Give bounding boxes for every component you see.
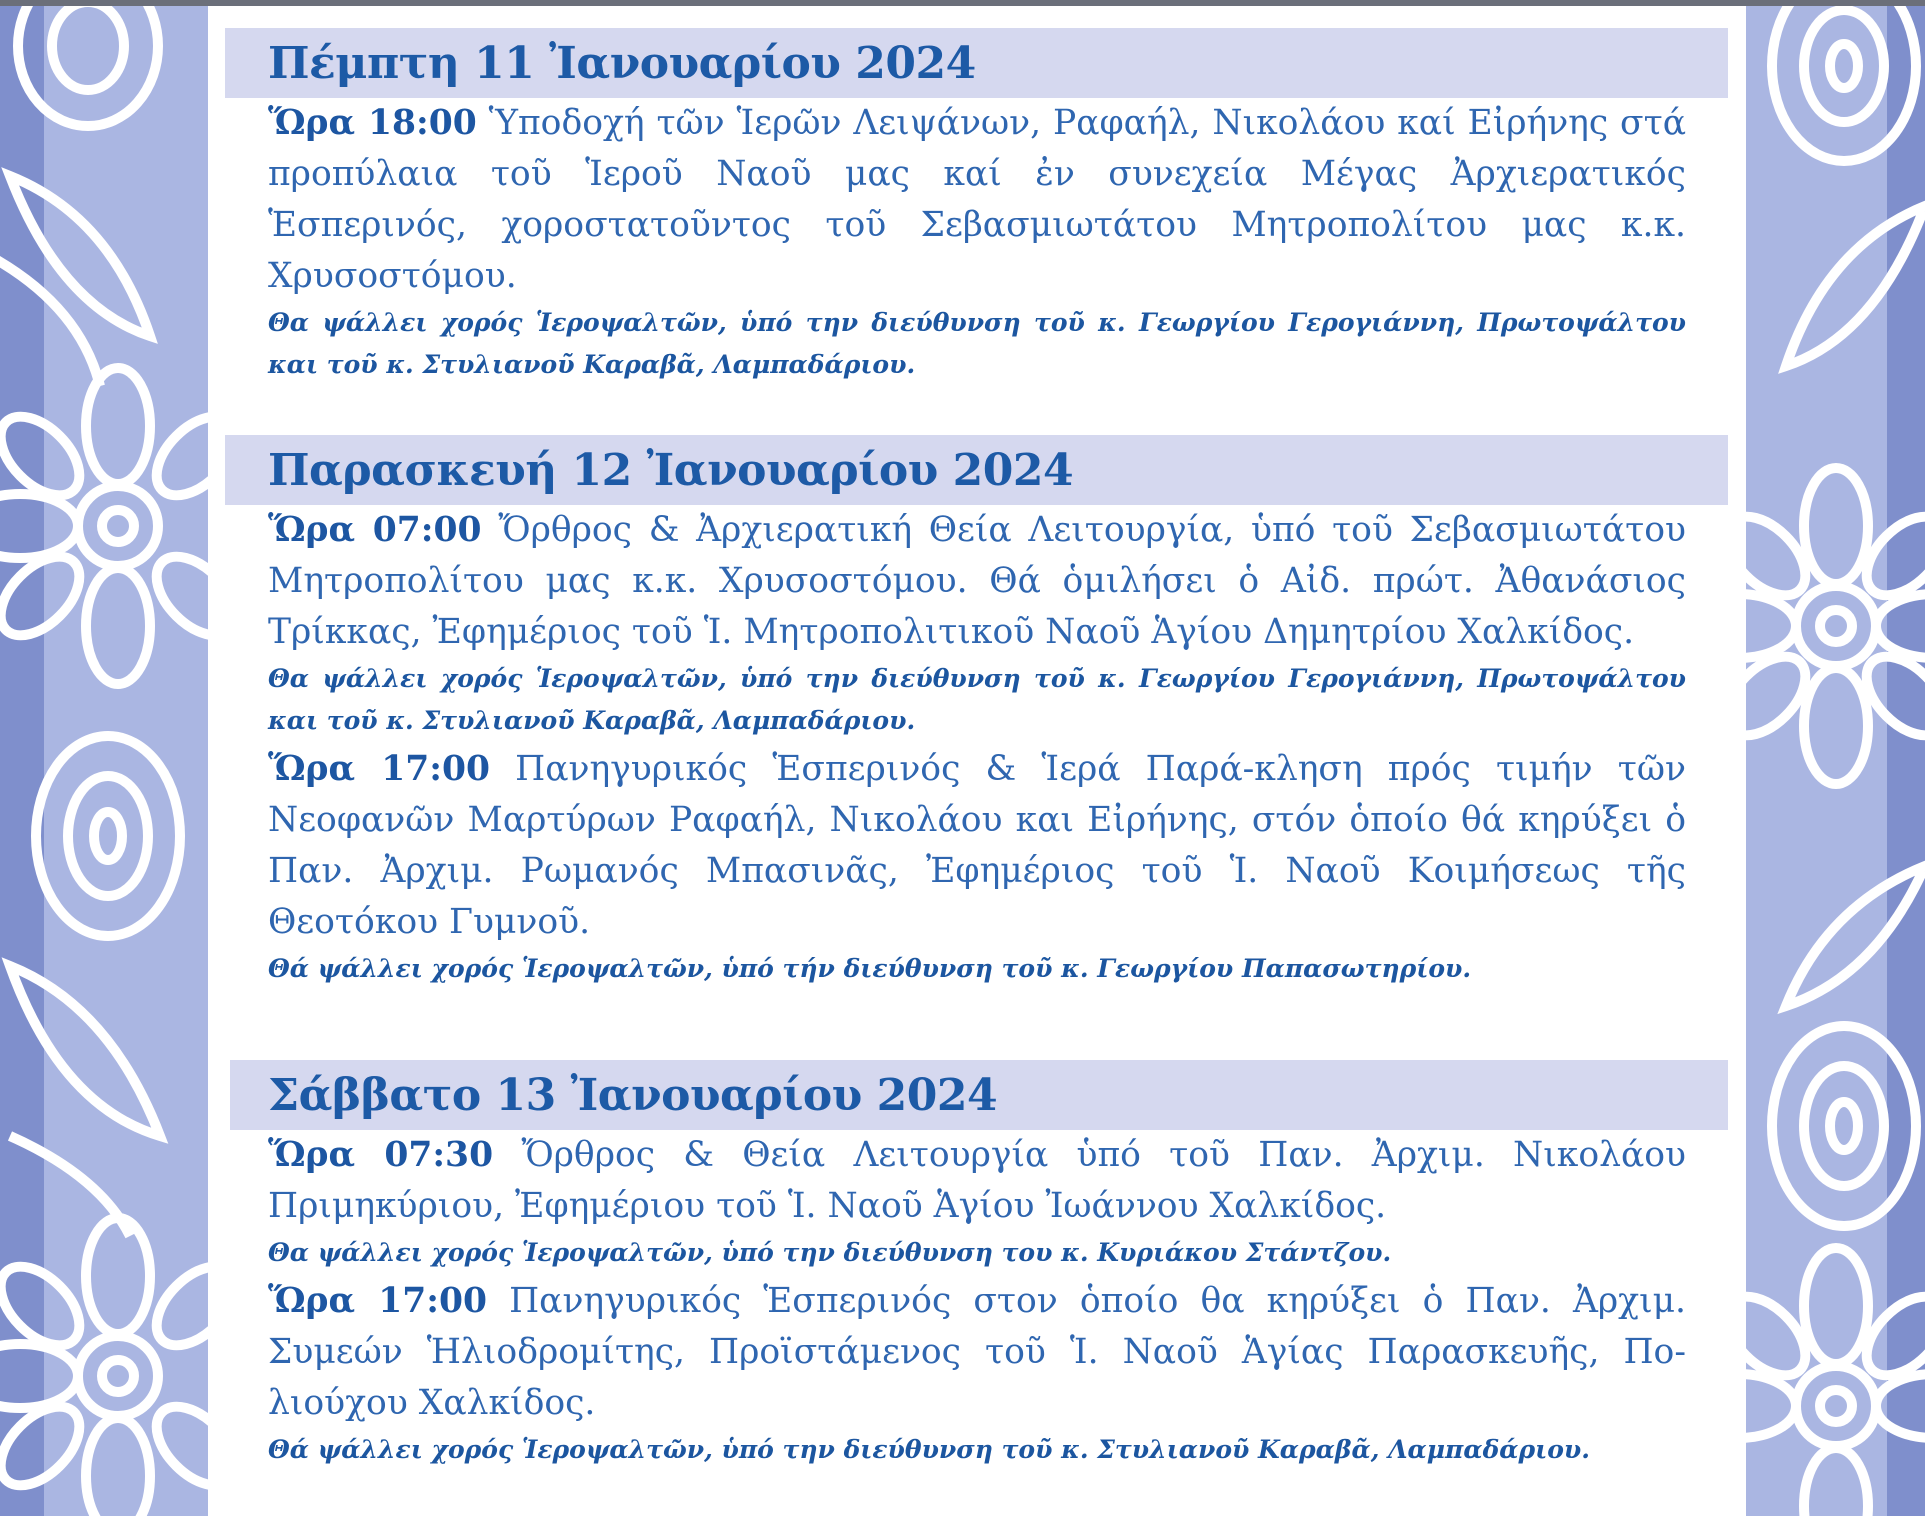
ornament-pattern-right [1746,6,1925,1516]
choir-note: Θά ψάλλει χορός Ἱεροψαλτῶν, ὑπό τήν διεύθυνση τοῦ κ. Γεωργίου Παπασωτηρίου. [268,954,1472,983]
event-paragraph [268,1276,1686,1429]
day-body [268,1130,1686,1471]
day-body [268,98,1686,386]
left-decorative-border [0,6,208,1516]
choir-note: Θα ψάλλει χορός Ἱεροψαλτῶν, ὑπό την διεύθυνση του κ. Κυριάκου Στάντζου. [268,1238,1392,1267]
choir-note: Θά ψάλλει χορός Ἱεροψαλτῶν, ὑπό την διεύθυνση τοῦ κ. Στυλιανοῦ Καραβᾶ, Λαμπαδάριου. [268,1435,1590,1464]
day-section-friday [208,435,1746,992]
day-heading: Πέμπτη 11 Ἰανουαρίου 2024 [268,37,976,89]
day-section-saturday [208,1060,1746,1473]
event-time: Ὥρα 07:30 [268,1135,494,1175]
day-heading-band [225,28,1728,98]
event-paragraph [268,744,1686,948]
choir-note: Θα ψάλλει χορός Ἱεροψαλτῶν, ὑπό την διεύθυνση τοῦ κ. Γεωργίου Γερογιάννη, Πρωτοψάλτου και τοῦ κ. Στυλιανοῦ Καραβᾶ, Λαμπαδάριου. [268,664,1686,735]
event-paragraph [268,98,1686,302]
event-time: Ὥρα 17:00 [268,1281,487,1321]
event-description: Πανηγυρικός Ἑσπερινός στον ὁποίο θα κηρύξει ὁ Παν. Ἀρχιμ. Συμεών Ἡλιοδρομίτης, Προϊστάμενος τοῦ Ἱ. Ναοῦ Ἁγίας Παρασκευῆς, Πο-λιούχου Χαλκίδος. [268,1281,1687,1423]
event-time: Ὥρα 18:00 [268,103,477,143]
day-heading: Σάββατο 13 Ἰανουαρίου 2024 [268,1069,998,1121]
event-description: Ὄρθρος & Ἀρχιερατική Θεία Λειτουργία, ὑπό τοῦ Σεβασμιωτάτου Μητροπολίτου μας κ.κ. Χρυσοστόμου. Θά ὁμιλήσει ὁ Αἰδ. πρώτ. Ἀθανάσιος Τρίκκας, Ἐφημέριος τοῦ Ἱ. Μητροπολιτικοῦ Ναοῦ Ἁγίου Δημητρίου Χαλκίδος. [268,510,1686,652]
day-body [268,505,1686,990]
event-paragraph [268,505,1686,658]
event-paragraph [268,1130,1686,1232]
ornament-pattern-left [0,6,208,1516]
event-description: Πανηγυρικός Ἑσπερινός & Ἱερά Παρά-κληση πρός τιμήν τῶν Νεοφανῶν Μαρτύρων Ραφαήλ, Νικολάου και Εἰρήνης, στόν ὁποίο θά κηρύξει ὁ Παν. Ἀρχιμ. Ρωμανός Μπασινᾶς, Ἐφημέριος τοῦ Ἱ. Ναοῦ Κοιμήσεως τῆς Θεοτόκου Γυμνοῦ. [268,749,1686,942]
event-description: Ὑποδοχή τῶν Ἱερῶν Λειψάνων, Ραφαήλ, Νικολάου καί Εἰρήνης στά προπύλαια τοῦ Ἱεροῦ Ναοῦ μας καί ἐν συνεχεία Μέγας Ἀρχιερατικός Ἑσπερινός, χοροστατοῦντος τοῦ Σεβασμιωτάτου Μητροπολίτου μας κ.κ. Χρυσοστόμου. [268,103,1686,296]
event-time: Ὥρα 17:00 [268,749,490,789]
event-description: Ὄρθρος & Θεία Λειτουργία ὑπό τοῦ Παν. Ἀρχιμ. Νικολάου Πριμηκύριου, Ἐφημέριου τοῦ Ἱ. Ναοῦ Ἁγίου Ἰωάννου Χαλκίδος. [268,1135,1686,1226]
day-section-thursday [208,28,1746,388]
event-time: Ὥρα 07:00 [268,510,482,550]
day-heading-band [230,1060,1728,1130]
right-decorative-border [1746,6,1925,1516]
choir-note: Θα ψάλλει χορός Ἱεροψαλτῶν, ὑπό την διεύθυνση τοῦ κ. Γεωργίου Γερογιάννη, Πρωτοψάλτου και τοῦ κ. Στυλιανοῦ Καραβᾶ, Λαμπαδάριου. [268,308,1686,379]
day-heading: Παρασκευή 12 Ἰανουαρίου 2024 [268,444,1074,496]
day-heading-band [225,435,1728,505]
schedule-document [208,6,1746,1516]
